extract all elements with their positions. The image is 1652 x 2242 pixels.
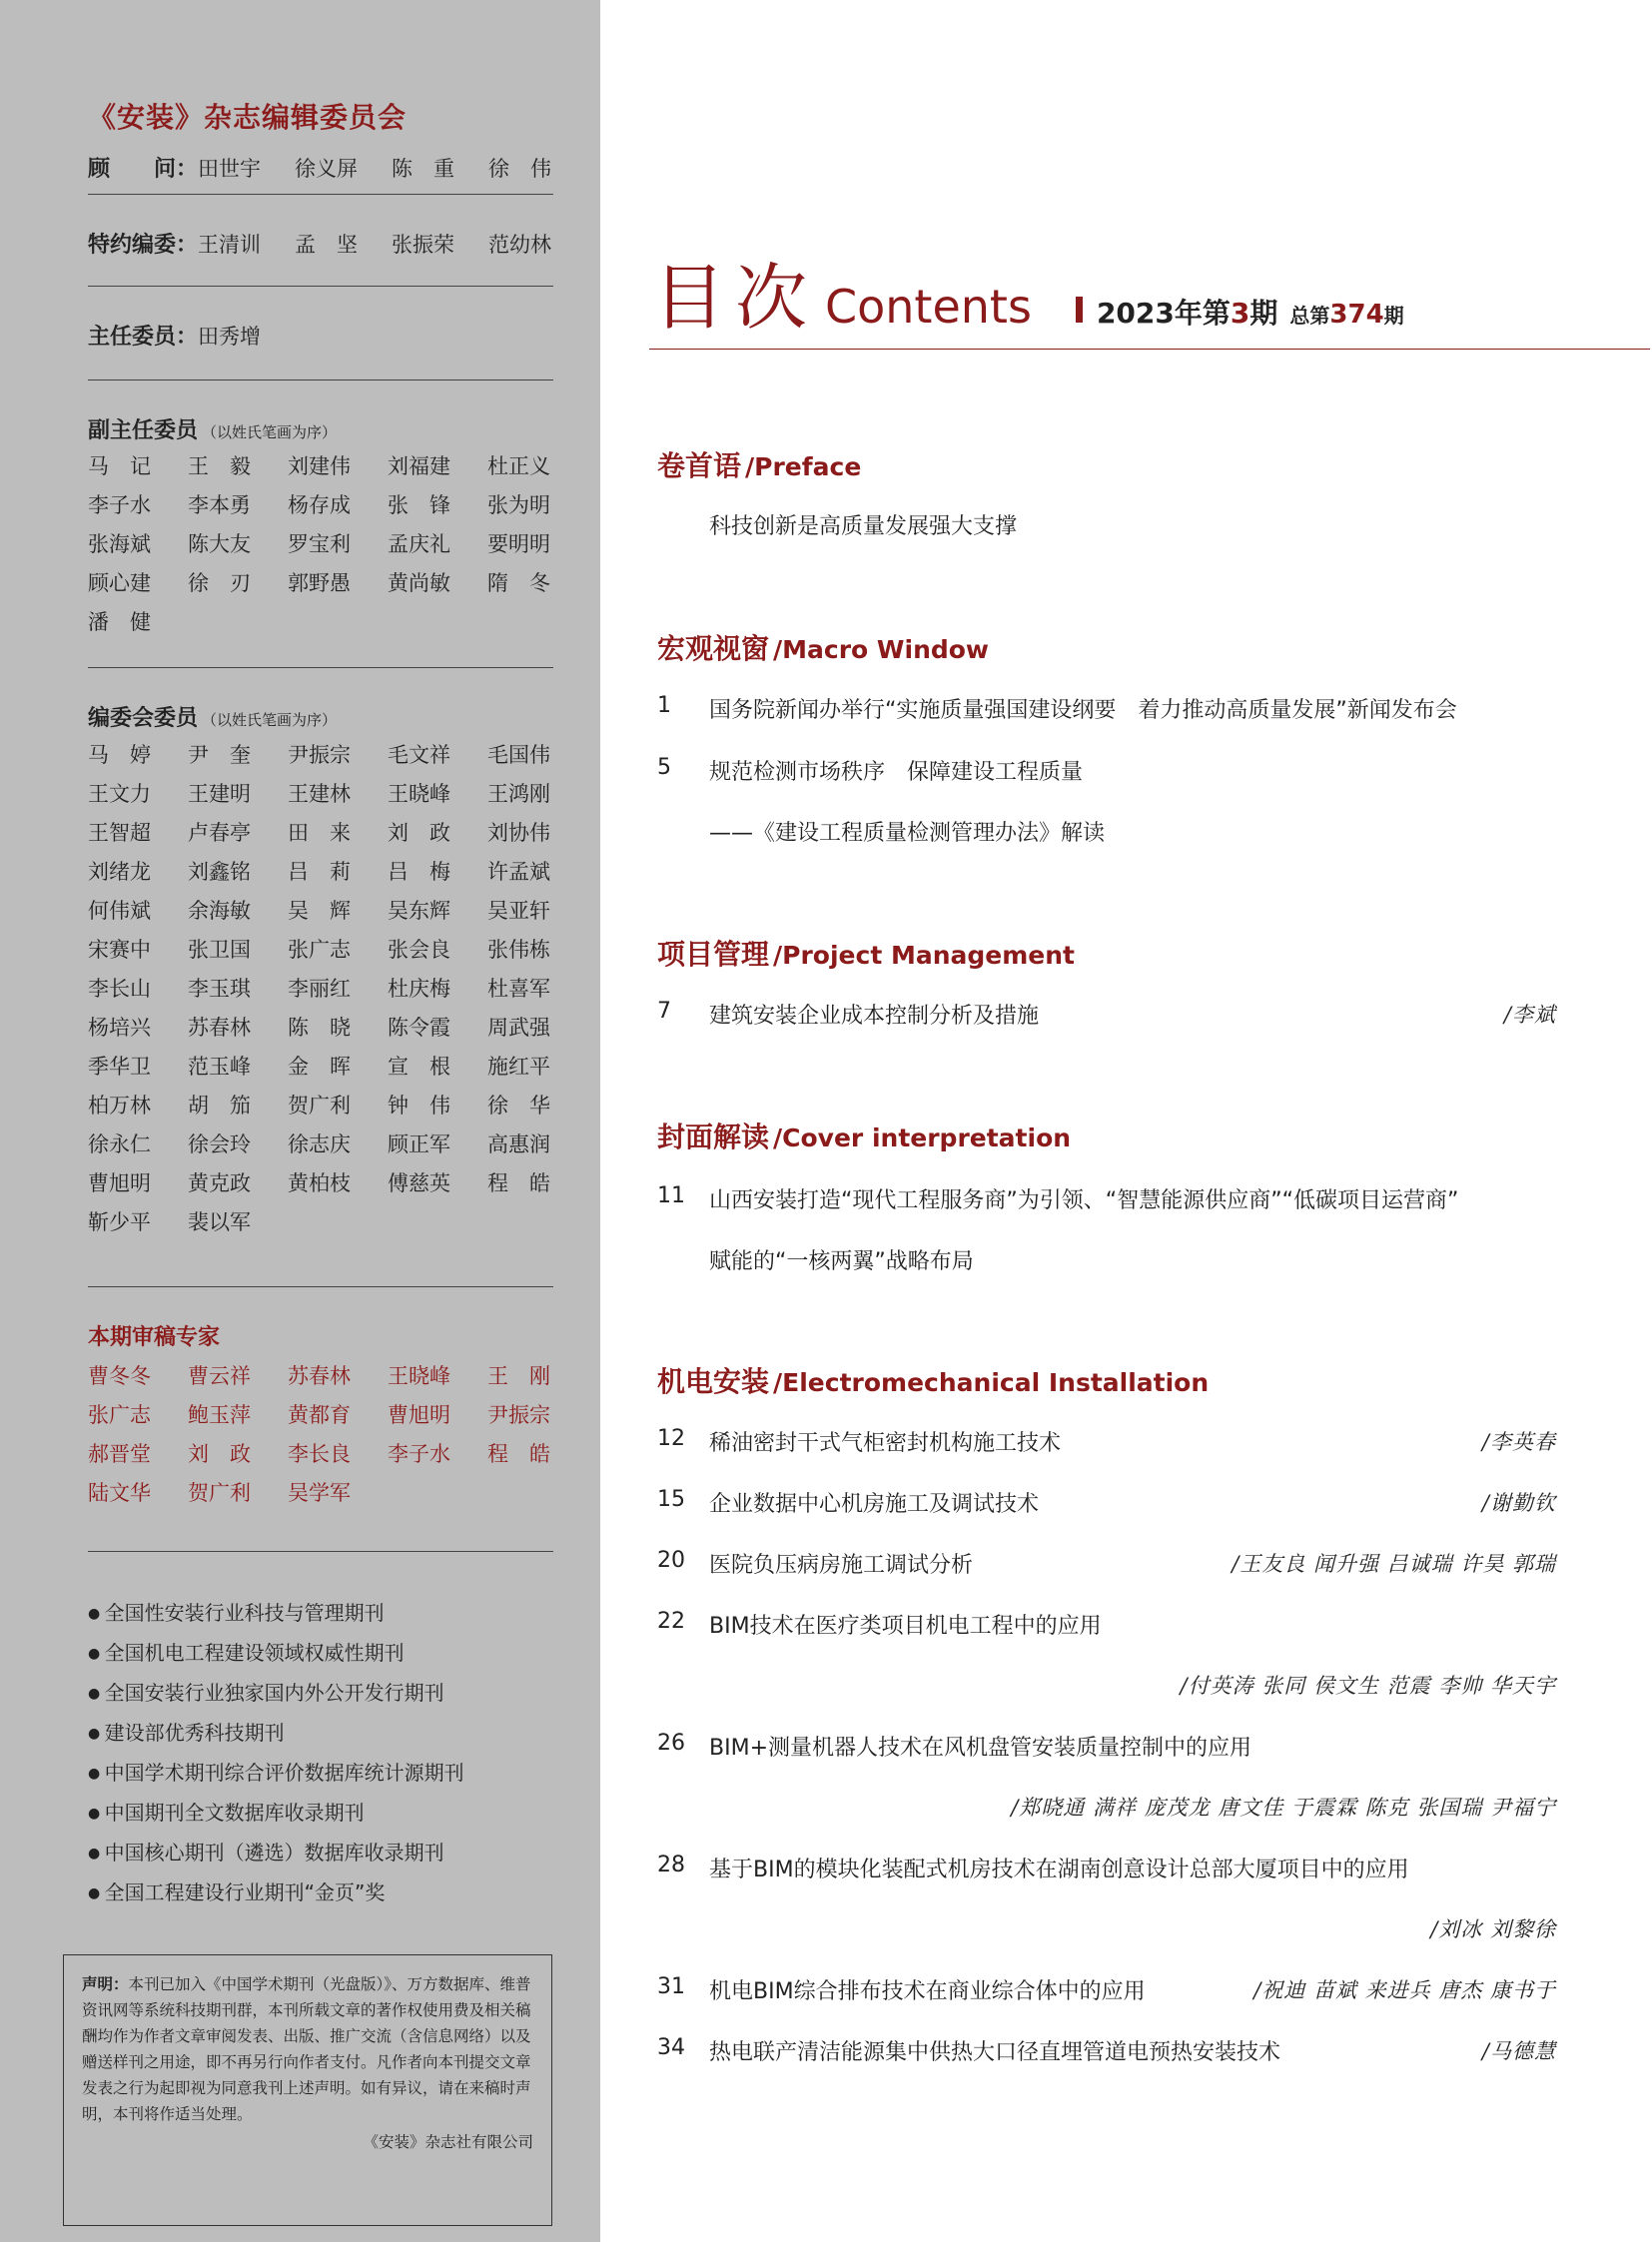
person-name: 刘绪龙	[88, 860, 151, 884]
person-name: 靳少平	[88, 1210, 151, 1234]
person-name: 许孟斌	[487, 860, 550, 884]
person-name: 李本勇	[188, 493, 251, 517]
person-name: 李长山	[88, 977, 151, 1001]
person-name: 曹旭明	[88, 1171, 151, 1195]
person-name: 吴亚轩	[487, 899, 550, 923]
person-name: 杜正义	[487, 454, 550, 478]
person-name: 李丽红	[288, 977, 351, 1001]
special-names	[198, 229, 585, 259]
entry-author: /祝迪 苗斌 来进兵 唐杰 康书于	[1253, 1978, 1556, 2002]
honor-item: ● 中国学术期刊综合评价数据库统计源期刊	[88, 1754, 464, 1794]
person-name: 顾正军	[388, 1132, 450, 1156]
person-name: 刘协伟	[487, 821, 550, 845]
person-name: 王清训	[198, 233, 262, 257]
special-row	[88, 228, 585, 259]
honor-item: ● 全国机电工程建设领域权威性期刊	[88, 1634, 464, 1674]
divider	[88, 1286, 553, 1287]
entry-title: BIM技术在医疗类项目机电工程中的应用	[709, 1614, 1102, 1639]
honor-item: ● 建设部优秀科技期刊	[88, 1714, 464, 1754]
header-bar	[1076, 297, 1083, 323]
person-name: 吴 辉	[288, 899, 351, 923]
person-name: 要明明	[487, 532, 550, 556]
divider	[88, 667, 553, 668]
person-name: 李长良	[288, 1442, 351, 1466]
person-name: 杨培兴	[88, 1016, 151, 1040]
person-name: 徐义屏	[295, 157, 359, 181]
person-name: 刘 政	[388, 821, 450, 845]
section-heading-cover-interpretation	[657, 1116, 1071, 1155]
section-en: /Electromechanical Installation	[773, 1368, 1210, 1397]
person-name: 张会良	[388, 938, 450, 962]
person-name: 刘建伟	[288, 454, 351, 478]
entry-page: 11	[657, 1183, 685, 1208]
entry-page: 7	[657, 999, 671, 1024]
director-names	[198, 321, 295, 351]
journal-honors-list	[88, 1594, 464, 1913]
divider	[88, 379, 553, 380]
members-note: （以姓氏笔画为序）	[202, 711, 338, 729]
person-name: 贺广利	[188, 1481, 251, 1505]
person-name: 杨存成	[288, 493, 351, 517]
copyright-notice	[63, 1954, 552, 2226]
entry-title: 规范检测市场秩序 保障建设工程质量	[709, 760, 1084, 785]
advisors-row	[88, 152, 585, 183]
person-name: 张振荣	[392, 233, 455, 257]
editorial-board-title: 《安装》杂志编辑委员会	[88, 101, 408, 134]
person-name: 潘 健	[88, 610, 151, 634]
person-name: 徐会玲	[188, 1132, 251, 1156]
person-name: 张广志	[88, 1403, 151, 1427]
section-en: /Macro Window	[773, 635, 990, 664]
person-name: 鲍玉萍	[188, 1403, 251, 1427]
person-name: 王 毅	[188, 454, 251, 478]
person-name: 李子水	[388, 1442, 450, 1466]
divider	[88, 286, 553, 287]
section-cn: 机电安装	[657, 1365, 770, 1398]
advisors-names	[198, 153, 585, 183]
person-name: 吴东辉	[388, 899, 450, 923]
person-name: 马 记	[88, 454, 151, 478]
person-name: 隋 冬	[487, 571, 550, 595]
total-prefix: 总第	[1289, 304, 1330, 328]
person-name: 陈令霞	[388, 1016, 450, 1040]
person-name: 张 锋	[388, 493, 450, 517]
divider	[88, 194, 553, 195]
person-name: 黄都育	[288, 1403, 351, 1427]
vice-chair-note: （以姓氏笔画为序）	[202, 423, 338, 441]
person-name: 田世宇	[198, 157, 262, 181]
person-name: 毛文祥	[388, 743, 450, 767]
notice-signature: 《安装》杂志社有限公司	[363, 2133, 533, 2151]
special-label: 特约编委：	[88, 233, 199, 258]
person-name: 张伟栋	[487, 938, 550, 962]
person-name: 范幼林	[488, 233, 552, 257]
person-name: 傅慈英	[388, 1171, 450, 1195]
entry-title: 医院负压病房施工调试分析	[709, 1553, 974, 1578]
person-name: 罗宝利	[288, 532, 351, 556]
person-name: 王智超	[88, 821, 151, 845]
person-name: 宣 根	[388, 1055, 450, 1079]
entry-author: /谢勤钦	[1481, 1491, 1556, 1515]
entry-page: 20	[657, 1548, 685, 1573]
person-name: 郝晋堂	[88, 1442, 151, 1466]
person-name: 郭野愚	[288, 571, 351, 595]
entry-author: /马德慧	[1481, 2039, 1556, 2063]
person-name: 徐志庆	[288, 1132, 351, 1156]
divider	[88, 1551, 553, 1552]
person-name: 吕 梅	[388, 860, 450, 884]
person-name: 杜喜军	[487, 977, 550, 1001]
person-name: 何伟斌	[88, 899, 151, 923]
person-name: 徐 伟	[488, 157, 552, 181]
person-name: 周武强	[487, 1016, 550, 1040]
person-name: 顾心建	[88, 571, 151, 595]
person-name: 柏万林	[88, 1094, 151, 1118]
contents-header	[653, 240, 1404, 344]
entry-title: 山西安装打造“现代工程服务商”为引领、“智慧能源供应商”“低碳项目运营商”	[709, 1188, 1459, 1213]
person-name: 孟 坚	[295, 233, 359, 257]
person-name: 卢春亭	[188, 821, 251, 845]
person-name: 尹振宗	[288, 743, 351, 767]
person-name: 张海斌	[88, 532, 151, 556]
person-name: 陈 晓	[288, 1016, 351, 1040]
section-en: /Cover interpretation	[773, 1123, 1072, 1152]
issue-year-suffix: 年第	[1174, 297, 1231, 330]
person-name: 徐 刃	[188, 571, 251, 595]
total-number: 374	[1329, 300, 1384, 330]
section-cn: 项目管理	[657, 938, 770, 971]
vice-chair-label: 副主任委员	[88, 418, 199, 443]
person-name: 苏春林	[188, 1016, 251, 1040]
entry-title: 基于BIM的模块化装配式机房技术在湖南创意设计总部大厦项目中的应用	[709, 1858, 1409, 1882]
person-name: 田 来	[288, 821, 351, 845]
person-name: 刘 政	[188, 1442, 251, 1466]
person-name: 吕 莉	[288, 860, 351, 884]
honor-item: ● 全国安装行业独家国内外公开发行期刊	[88, 1674, 464, 1714]
members-list	[88, 736, 567, 1242]
issue-number: 3	[1230, 297, 1250, 330]
advisors-label: 顾 问：	[88, 157, 199, 182]
entry-author: /王友良 闻升强 吕诚瑞 许昊 郭瑞	[1232, 1552, 1556, 1576]
honor-item: ● 中国期刊全文数据库收录期刊	[88, 1794, 464, 1834]
issue-year: 2023	[1096, 297, 1175, 330]
honor-item: ● 中国核心期刊（遴选）数据库收录期刊	[88, 1834, 464, 1873]
entry-page: 15	[657, 1487, 685, 1512]
person-name: 黄尚敏	[388, 571, 450, 595]
person-name: 裴以军	[188, 1210, 251, 1234]
person-name: 黄克政	[188, 1171, 251, 1195]
person-name: 张广志	[288, 938, 351, 962]
contents-title-cn: 目次	[653, 256, 818, 340]
person-name: 程 皓	[487, 1442, 550, 1466]
person-name: 余海敏	[188, 899, 251, 923]
entry-author: /付英涛 张同 侯文生 范震 李帅 华天宇	[1180, 1674, 1556, 1698]
entry-author: /刘冰 刘黎徐	[1430, 1917, 1556, 1941]
person-name: 王建明	[188, 782, 251, 806]
entry-title: 机电BIM综合排布技术在商业综合体中的应用	[709, 1979, 1146, 2004]
person-name: 程 皓	[487, 1171, 550, 1195]
person-name: 陆文华	[88, 1481, 151, 1505]
person-name: 张为明	[487, 493, 550, 517]
entry-page: 22	[657, 1609, 685, 1634]
entry-page: 12	[657, 1426, 685, 1451]
person-name: 尹振宗	[487, 1403, 550, 1427]
person-name: 刘福建	[388, 454, 450, 478]
person-name: 黄柏枝	[288, 1171, 351, 1195]
person-name: 苏春林	[288, 1364, 351, 1388]
person-name: 马 婷	[88, 743, 151, 767]
section-heading-preface	[657, 444, 861, 484]
person-name: 陈 重	[392, 157, 455, 181]
entry-page: 34	[657, 2035, 685, 2060]
reviewers-list	[88, 1357, 567, 1513]
person-name: 王文力	[88, 782, 151, 806]
section-cn: 宏观视窗	[657, 632, 770, 665]
entry-author: /李斌	[1503, 1003, 1556, 1027]
person-name: 徐 华	[487, 1094, 550, 1118]
members-label: 编委会委员	[88, 706, 199, 731]
director-row	[88, 320, 295, 351]
entry-page: 5	[657, 755, 671, 780]
entry-author: /李英春	[1481, 1430, 1556, 1454]
contents-title-en: Contents	[825, 280, 1032, 334]
person-name: 徐永仁	[88, 1132, 151, 1156]
vice-chair-list	[88, 447, 567, 642]
issue-suffix: 期	[1249, 297, 1278, 330]
editorial-sidebar	[0, 0, 600, 2242]
person-name: 高惠润	[487, 1132, 550, 1156]
entry-page: 26	[657, 1731, 685, 1756]
total-issue-info	[1289, 300, 1403, 330]
person-name: 曹云祥	[188, 1364, 251, 1388]
section-en: /Project Management	[773, 941, 1075, 970]
section-heading-macro-window	[657, 627, 989, 667]
person-name: 田秀增	[198, 325, 262, 349]
person-name: 王鸿刚	[487, 782, 550, 806]
entry-page: 28	[657, 1853, 685, 1877]
person-name: 毛国伟	[487, 743, 550, 767]
entry-title: 国务院新闻办举行“实施质量强国建设纲要 着力推动高质量发展”新闻发布会	[709, 698, 1457, 723]
total-suffix: 期	[1383, 304, 1404, 328]
header-rule	[649, 349, 1650, 350]
person-name: 张卫国	[188, 938, 251, 962]
honor-item: ● 全国工程建设行业期刊“金页”奖	[88, 1873, 464, 1913]
person-name: 金 晖	[288, 1055, 351, 1079]
entry-subtitle: ——《建设工程质量检测管理办法》解读	[709, 821, 1106, 846]
entry-page: 1	[657, 693, 671, 718]
section-cn: 卷首语	[657, 449, 742, 482]
entry-title: 热电联产清洁能源集中供热大口径直埋管道电预热安装技术	[709, 2040, 1281, 2065]
section-cn: 封面解读	[657, 1121, 770, 1153]
person-name: 王 刚	[487, 1364, 550, 1388]
person-name: 杜庆梅	[388, 977, 450, 1001]
person-name: 曹冬冬	[88, 1364, 151, 1388]
entry-title: 科技创新是高质量发展强大支撑	[709, 514, 1018, 539]
entry-title: 稀油密封干式气柜密封机构施工技术	[709, 1431, 1062, 1456]
notice-label: 声明：	[82, 1975, 129, 1993]
person-name: 尹 奎	[188, 743, 251, 767]
person-name: 李子水	[88, 493, 151, 517]
reviewers-heading: 本期审稿专家	[88, 1325, 221, 1350]
person-name: 曹旭明	[388, 1403, 450, 1427]
director-label: 主任委员：	[88, 325, 199, 350]
person-name: 宋赛中	[88, 938, 151, 962]
person-name: 季华卫	[88, 1055, 151, 1079]
entry-title: 企业数据中心机房施工及调试技术	[709, 1492, 1040, 1517]
person-name: 王晓峰	[388, 782, 450, 806]
entry-title: 赋能的“一核两翼”战略布局	[709, 1249, 974, 1274]
notice-text: 本刊已加入《中国学术期刊（光盘版）》、万方数据库、维普资讯网等系统科技期刊群，本刊所载文章的著作权使用费及相关稿酬均作为作者文章审阅发表、出版、推广交流（含信息网络）以及赠送样刊之用途，即不再另行向作者支付。凡作者向本刊提交文章发表之行为起即视为同意我刊上述声明。如有异议，请在来稿时声明，本刊将作适当处理。	[82, 1975, 531, 2123]
person-name: 王建林	[288, 782, 351, 806]
person-name: 胡 笳	[188, 1094, 251, 1118]
person-name: 陈大友	[188, 532, 251, 556]
entry-author: /郑晓通 满祥 庞茂龙 唐文佳 于震霖 陈克 张国瑞 尹福宁	[1011, 1796, 1556, 1820]
person-name: 钟 伟	[388, 1094, 450, 1118]
members-heading	[88, 701, 337, 732]
entry-title: BIM+测量机器人技术在风机盘管安装质量控制中的应用	[709, 1736, 1251, 1761]
entry-page: 31	[657, 1974, 685, 1999]
person-name: 孟庆礼	[388, 532, 450, 556]
person-name: 刘鑫铭	[188, 860, 251, 884]
issue-info	[1097, 292, 1277, 332]
section-heading-electromechanical	[657, 1360, 1209, 1400]
vice-chair-heading	[88, 413, 337, 444]
section-en: /Preface	[745, 452, 862, 481]
person-name: 施红平	[487, 1055, 550, 1079]
entry-title: 建筑安装企业成本控制分析及措施	[709, 1004, 1040, 1029]
section-heading-project-management	[657, 933, 1075, 973]
person-name: 王晓峰	[388, 1364, 450, 1388]
person-name: 贺广利	[288, 1094, 351, 1118]
person-name: 范玉峰	[188, 1055, 251, 1079]
person-name: 吴学军	[288, 1481, 351, 1505]
person-name: 李玉琪	[188, 977, 251, 1001]
honor-item: ● 全国性安装行业科技与管理期刊	[88, 1594, 464, 1634]
